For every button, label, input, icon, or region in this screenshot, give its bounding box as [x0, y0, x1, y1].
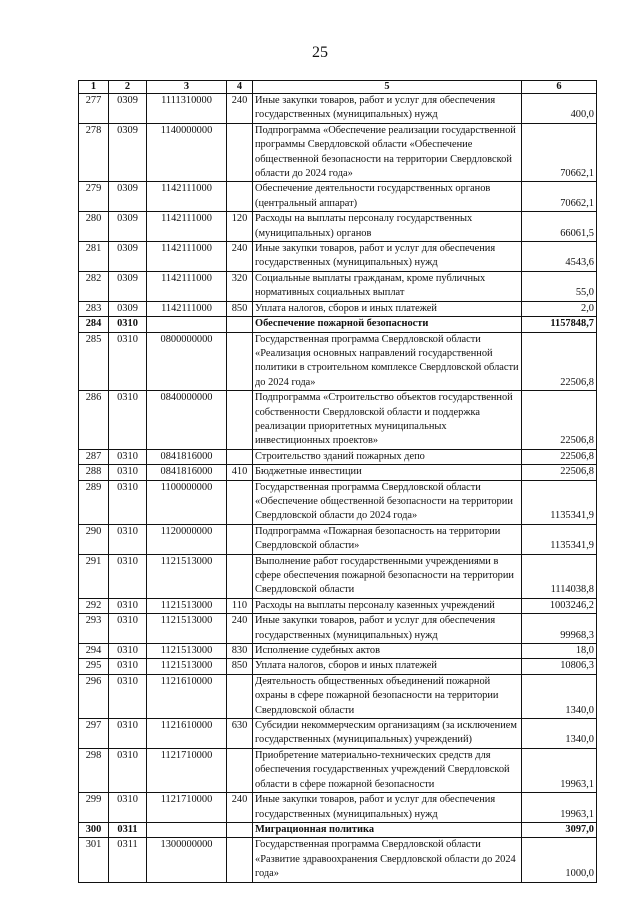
amount-cell: 10806,3 — [522, 659, 597, 674]
item-name-cell: Государственная программа Свердловской области «Реализация основных направлений государственной политики в строительном комплексе Свердловской области до 2024 года» — [253, 332, 522, 391]
target-article-cell: 1121513000 — [147, 598, 227, 613]
expense-type-cell: 110 — [227, 598, 253, 613]
item-name-cell: Государственная программа Свердловской области «Обеспечение общественной безопасности на территории Свердловской области до 2024 года» — [253, 480, 522, 524]
table-row — [79, 301, 597, 316]
table-row — [79, 614, 597, 644]
row-number-cell: 283 — [79, 301, 109, 316]
section-code-cell: 0310 — [109, 449, 147, 464]
row-number-cell: 293 — [79, 614, 109, 644]
amount-cell: 1135341,9 — [522, 524, 597, 554]
item-name-cell: Миграционная политика — [253, 822, 522, 837]
expense-type-cell — [227, 748, 253, 792]
expense-type-cell — [227, 524, 253, 554]
item-name-cell: Расходы на выплаты персоналу государственных (муниципальных) органов — [253, 212, 522, 242]
table-row — [79, 123, 597, 182]
row-number-cell: 281 — [79, 242, 109, 272]
section-code-cell: 0310 — [109, 674, 147, 718]
section-code-cell: 0309 — [109, 182, 147, 212]
amount-cell: 4543,6 — [522, 242, 597, 272]
column-header: 6 — [522, 81, 597, 94]
section-code-cell: 0310 — [109, 480, 147, 524]
amount-cell: 99968,3 — [522, 614, 597, 644]
column-header: 1 — [79, 81, 109, 94]
expense-type-cell: 830 — [227, 644, 253, 659]
target-article-cell: 1100000000 — [147, 480, 227, 524]
amount-cell: 2,0 — [522, 301, 597, 316]
item-name-cell: Уплата налогов, сборов и иных платежей — [253, 659, 522, 674]
table-row — [79, 332, 597, 391]
item-name-cell: Субсидии некоммерческим организациям (за исключением государственных (муниципальных) учреждений) — [253, 719, 522, 749]
target-article-cell: 1121513000 — [147, 659, 227, 674]
section-code-cell: 0310 — [109, 748, 147, 792]
expense-type-cell: 120 — [227, 212, 253, 242]
row-number-cell: 291 — [79, 554, 109, 598]
target-article-cell: 0841816000 — [147, 449, 227, 464]
expense-type-cell — [227, 449, 253, 464]
section-code-cell: 0309 — [109, 301, 147, 316]
row-number-cell: 289 — [79, 480, 109, 524]
column-header: 5 — [253, 81, 522, 94]
row-number-cell: 298 — [79, 748, 109, 792]
table-row — [79, 242, 597, 272]
table-row — [79, 838, 597, 882]
expense-type-cell: 240 — [227, 242, 253, 272]
table-row — [79, 793, 597, 823]
amount-cell: 1135341,9 — [522, 480, 597, 524]
amount-cell: 22506,8 — [522, 465, 597, 480]
table-row — [79, 524, 597, 554]
target-article-cell: 1121610000 — [147, 674, 227, 718]
target-article-cell: 1121513000 — [147, 554, 227, 598]
target-article-cell: 1142111000 — [147, 271, 227, 301]
row-number-cell: 294 — [79, 644, 109, 659]
section-code-cell: 0310 — [109, 332, 147, 391]
table-row — [79, 659, 597, 674]
target-article-cell: 0840000000 — [147, 391, 227, 450]
target-article-cell: 1142111000 — [147, 212, 227, 242]
table-row — [79, 271, 597, 301]
target-article-cell: 1121513000 — [147, 644, 227, 659]
expense-type-cell: 240 — [227, 94, 253, 124]
expense-type-cell — [227, 332, 253, 391]
expense-type-cell — [227, 317, 253, 332]
amount-cell: 22506,8 — [522, 449, 597, 464]
amount-cell: 19963,1 — [522, 748, 597, 792]
section-code-cell: 0310 — [109, 644, 147, 659]
row-number-cell: 286 — [79, 391, 109, 450]
amount-cell: 3097,0 — [522, 822, 597, 837]
target-article-cell: 1300000000 — [147, 838, 227, 882]
amount-cell: 19963,1 — [522, 793, 597, 823]
page-number: 25 — [312, 44, 328, 61]
section-code-cell: 0310 — [109, 524, 147, 554]
expense-type-cell — [227, 391, 253, 450]
row-number-cell: 292 — [79, 598, 109, 613]
target-article-cell: 1142111000 — [147, 301, 227, 316]
target-article-cell — [147, 822, 227, 837]
amount-cell: 1157848,7 — [522, 317, 597, 332]
expense-type-cell — [227, 822, 253, 837]
row-number-cell: 279 — [79, 182, 109, 212]
item-name-cell: Государственная программа Свердловской области «Развитие здравоохранения Свердловской области до 2024 года» — [253, 838, 522, 882]
table-row — [79, 748, 597, 792]
row-number-cell: 299 — [79, 793, 109, 823]
column-header: 2 — [109, 81, 147, 94]
table-row — [79, 212, 597, 242]
amount-cell: 70662,1 — [522, 182, 597, 212]
section-code-cell: 0309 — [109, 212, 147, 242]
section-code-cell: 0309 — [109, 123, 147, 182]
target-article-cell: 0800000000 — [147, 332, 227, 391]
row-number-cell: 282 — [79, 271, 109, 301]
item-name-cell: Иные закупки товаров, работ и услуг для обеспечения государственных (муниципальных) нужд — [253, 94, 522, 124]
table-row — [79, 465, 597, 480]
section-code-cell: 0310 — [109, 793, 147, 823]
expense-type-cell — [227, 674, 253, 718]
item-name-cell: Обеспечение деятельности государственных органов (центральный аппарат) — [253, 182, 522, 212]
item-name-cell: Иные закупки товаров, работ и услуг для обеспечения государственных (муниципальных) нужд — [253, 242, 522, 272]
section-code-cell: 0310 — [109, 554, 147, 598]
target-article-cell: 1121610000 — [147, 719, 227, 749]
row-number-cell: 278 — [79, 123, 109, 182]
row-number-cell: 290 — [79, 524, 109, 554]
budget-table — [78, 80, 597, 883]
section-code-cell: 0311 — [109, 822, 147, 837]
row-number-cell: 285 — [79, 332, 109, 391]
target-article-cell: 0841816000 — [147, 465, 227, 480]
table-row — [79, 449, 597, 464]
table-row — [79, 480, 597, 524]
expense-type-cell: 240 — [227, 793, 253, 823]
amount-cell: 22506,8 — [522, 391, 597, 450]
row-number-cell: 301 — [79, 838, 109, 882]
expense-type-cell: 850 — [227, 301, 253, 316]
item-name-cell: Бюджетные инвестиции — [253, 465, 522, 480]
table-row — [79, 644, 597, 659]
amount-cell: 55,0 — [522, 271, 597, 301]
target-article-cell: 1120000000 — [147, 524, 227, 554]
target-article-cell: 1121513000 — [147, 614, 227, 644]
row-number-cell: 284 — [79, 317, 109, 332]
amount-cell: 400,0 — [522, 94, 597, 124]
item-name-cell: Выполнение работ государственными учреждениями в сфере обеспечения пожарной безопасности на территории Свердловской области — [253, 554, 522, 598]
section-code-cell: 0309 — [109, 242, 147, 272]
item-name-cell: Обеспечение пожарной безопасности — [253, 317, 522, 332]
expense-type-cell: 410 — [227, 465, 253, 480]
row-number-cell: 296 — [79, 674, 109, 718]
column-header: 4 — [227, 81, 253, 94]
section-code-cell: 0310 — [109, 465, 147, 480]
section-code-cell: 0310 — [109, 614, 147, 644]
amount-cell: 1000,0 — [522, 838, 597, 882]
section-code-cell: 0309 — [109, 271, 147, 301]
row-number-cell: 280 — [79, 212, 109, 242]
table-row — [79, 598, 597, 613]
row-number-cell: 288 — [79, 465, 109, 480]
amount-cell: 1114038,8 — [522, 554, 597, 598]
table-row — [79, 822, 597, 837]
item-name-cell: Подпрограмма «Пожарная безопасность на территории Свердловской области» — [253, 524, 522, 554]
item-name-cell: Подпрограмма «Обеспечение реализации государственной программы Свердловской области «Обеспечение общественной безопасности на территории Свердловской области до 2024 года» — [253, 123, 522, 182]
table-row — [79, 674, 597, 718]
expense-type-cell — [227, 182, 253, 212]
table-row — [79, 554, 597, 598]
item-name-cell: Уплата налогов, сборов и иных платежей — [253, 301, 522, 316]
target-article-cell: 1121710000 — [147, 793, 227, 823]
expense-type-cell: 630 — [227, 719, 253, 749]
amount-cell: 1003246,2 — [522, 598, 597, 613]
section-code-cell: 0310 — [109, 391, 147, 450]
table-row — [79, 94, 597, 124]
section-code-cell: 0310 — [109, 719, 147, 749]
section-code-cell: 0310 — [109, 317, 147, 332]
target-article-cell: 1142111000 — [147, 242, 227, 272]
table-header-row — [79, 81, 597, 94]
target-article-cell: 1142111000 — [147, 182, 227, 212]
item-name-cell: Строительство зданий пожарных депо — [253, 449, 522, 464]
row-number-cell: 295 — [79, 659, 109, 674]
item-name-cell: Деятельность общественных объединений пожарной охраны в сфере пожарной безопасности на территории Свердловской области — [253, 674, 522, 718]
expense-type-cell: 850 — [227, 659, 253, 674]
section-code-cell: 0311 — [109, 838, 147, 882]
section-code-cell: 0309 — [109, 94, 147, 124]
table-body — [79, 94, 597, 883]
row-number-cell: 287 — [79, 449, 109, 464]
expense-type-cell — [227, 123, 253, 182]
table-row — [79, 182, 597, 212]
row-number-cell: 297 — [79, 719, 109, 749]
amount-cell: 70662,1 — [522, 123, 597, 182]
table-row — [79, 391, 597, 450]
amount-cell: 66061,5 — [522, 212, 597, 242]
target-article-cell: 1121710000 — [147, 748, 227, 792]
amount-cell: 18,0 — [522, 644, 597, 659]
expense-type-cell — [227, 838, 253, 882]
section-code-cell: 0310 — [109, 598, 147, 613]
section-code-cell: 0310 — [109, 659, 147, 674]
item-name-cell: Расходы на выплаты персоналу казенных учреждений — [253, 598, 522, 613]
column-header: 3 — [147, 81, 227, 94]
expense-type-cell — [227, 480, 253, 524]
row-number-cell: 277 — [79, 94, 109, 124]
amount-cell: 1340,0 — [522, 674, 597, 718]
target-article-cell — [147, 317, 227, 332]
row-number-cell: 300 — [79, 822, 109, 837]
amount-cell: 22506,8 — [522, 332, 597, 391]
expense-type-cell — [227, 554, 253, 598]
target-article-cell: 1111310000 — [147, 94, 227, 124]
item-name-cell: Подпрограмма «Строительство объектов государственной собственности Свердловской области и поддержка реализации приоритетных муниципальных инвестиционных проектов» — [253, 391, 522, 450]
expense-type-cell: 240 — [227, 614, 253, 644]
amount-cell: 1340,0 — [522, 719, 597, 749]
item-name-cell: Социальные выплаты гражданам, кроме публичных нормативных социальных выплат — [253, 271, 522, 301]
expense-type-cell: 320 — [227, 271, 253, 301]
item-name-cell: Исполнение судебных актов — [253, 644, 522, 659]
item-name-cell: Приобретение материально-технических средств для обеспечения государственных учреждений Свердловской области в сфере пожарной безопасности — [253, 748, 522, 792]
table-row — [79, 719, 597, 749]
item-name-cell: Иные закупки товаров, работ и услуг для обеспечения государственных (муниципальных) нужд — [253, 614, 522, 644]
target-article-cell: 1140000000 — [147, 123, 227, 182]
table-row — [79, 317, 597, 332]
item-name-cell: Иные закупки товаров, работ и услуг для обеспечения государственных (муниципальных) нужд — [253, 793, 522, 823]
